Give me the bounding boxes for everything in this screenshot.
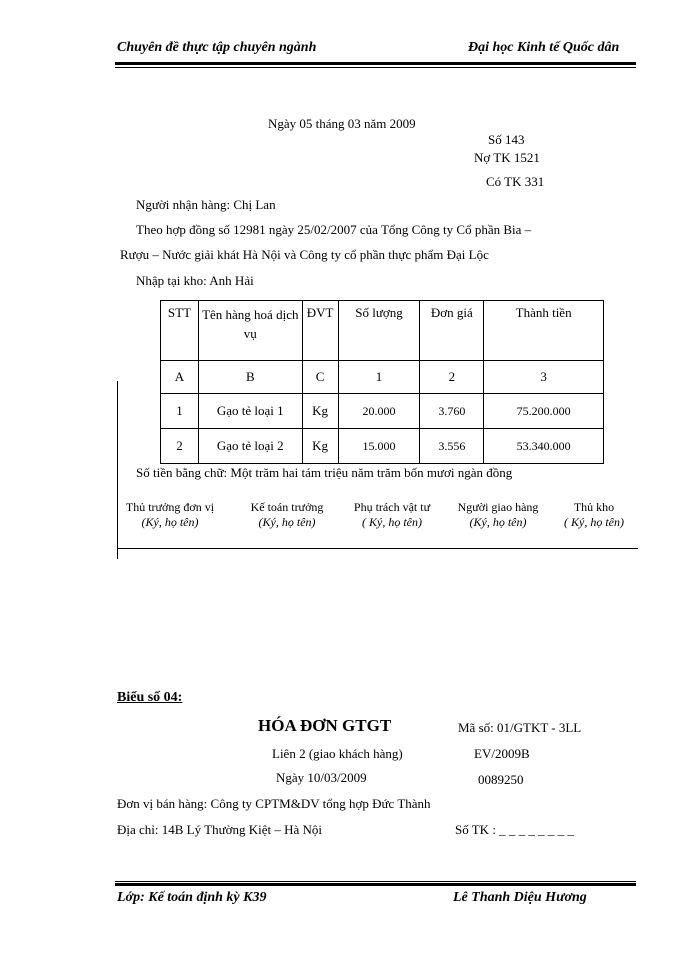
- form-label: Biểu số 04:: [117, 690, 183, 705]
- col-code: 3: [484, 361, 604, 394]
- signature-title: Phụ trách vật tư: [353, 500, 431, 514]
- table-cell: 15.000: [338, 429, 420, 464]
- footer-rule: [115, 883, 636, 886]
- table-cell: 2: [161, 429, 199, 464]
- col-header: Đơn giá: [420, 301, 484, 361]
- table-cell: Gạo tẻ loại 2: [198, 429, 302, 464]
- table-header-row: [161, 301, 604, 361]
- invoice-series: EV/2009B: [474, 746, 530, 761]
- amount-in-words: Số tiền bằng chữ: Một trăm hai tám triệu năm trăm bốn mươi ngàn đồng: [136, 465, 513, 480]
- signature-sub: (Ký, họ tên): [141, 515, 199, 529]
- seller-address: Địa chỉ: 14B Lý Thường Kiệt – Hà Nội: [117, 822, 323, 837]
- table-cell: Kg: [302, 429, 338, 464]
- signature-sub: (Ký, họ tên): [469, 515, 527, 529]
- footer-left: Lớp: Kế toán định kỳ K39: [117, 890, 267, 905]
- account-number: Số TK : _ _ _ _ _ _ _ _: [455, 822, 574, 837]
- signature-sub: ( Ký, họ tên): [564, 515, 624, 529]
- table-cell: 1: [161, 394, 199, 429]
- table-cell: 3.760: [420, 394, 484, 429]
- header-left: Chuyên đề thực tập chuyên ngành: [117, 40, 317, 55]
- signature-sub: (Ký, họ tên): [258, 515, 316, 529]
- signature-block: [232, 500, 342, 530]
- signature-title: Thủ kho: [573, 500, 615, 514]
- col-code: B: [198, 361, 302, 394]
- footer-rule-thin: [115, 881, 636, 882]
- table-cell: Kg: [302, 394, 338, 429]
- table-cell: Gạo tẻ loại 1: [198, 394, 302, 429]
- table-code-row: [161, 361, 604, 394]
- signature-title: Thủ trưởng đơn vị: [125, 500, 215, 514]
- table-cell: 75.200.000: [484, 394, 604, 429]
- footer-right: Lê Thanh Diệu Hương: [453, 890, 587, 905]
- header-rule-thin: [115, 67, 636, 68]
- table-cell: 3.556: [420, 429, 484, 464]
- contract-line-2: Rượu – Nước giải khát Hà Nội và Công ty cổ phần thực phẩm Đại Lộc: [120, 247, 489, 262]
- seller: Đơn vị bán hàng: Công ty CPTM&DV tổng hợp Đức Thành: [117, 796, 431, 811]
- signature-sub: ( Ký, họ tên): [362, 515, 422, 529]
- credit-account: Có TK 331: [486, 174, 545, 189]
- form-code: Mã số: 01/GTKT - 3LL: [458, 720, 582, 735]
- invoice-number: 0089250: [478, 772, 524, 787]
- table-row: [161, 429, 604, 464]
- col-header: STT: [161, 301, 199, 361]
- header-right: Đại học Kinh tế Quốc dân: [468, 40, 620, 55]
- col-header: Tên hàng hoá dịch vụ: [198, 301, 302, 361]
- signature-title: Người giao hàng: [457, 500, 539, 514]
- signature-block: [552, 500, 636, 530]
- receipt-date: Ngày 05 tháng 03 năm 2009: [268, 116, 416, 131]
- col-code: C: [302, 361, 338, 394]
- signature-block: [446, 500, 550, 530]
- col-code: 2: [420, 361, 484, 394]
- receiver: Người nhận hàng: Chị Lan: [136, 197, 276, 212]
- table-cell: 53.340.000: [484, 429, 604, 464]
- col-code: 1: [338, 361, 420, 394]
- invoice-copy: Liên 2 (giao khách hàng): [272, 746, 403, 761]
- table-cell: 20.000: [338, 394, 420, 429]
- receipt-number: Số 143: [488, 132, 525, 147]
- signature-block: [112, 500, 228, 530]
- header-rule: [115, 62, 636, 65]
- invoice-title: HÓA ĐƠN GTGT: [258, 716, 392, 735]
- invoice-date: Ngày 10/03/2009: [276, 770, 367, 785]
- col-code: A: [161, 361, 199, 394]
- table-row: [161, 394, 604, 429]
- col-header: ĐVT: [302, 301, 338, 361]
- warehouse: Nhập tại kho: Anh Hải: [136, 273, 254, 288]
- col-header: Thành tiền: [484, 301, 604, 361]
- contract-line-1: Theo hợp đồng số 12981 ngày 25/02/2007 của Tổng Công ty Cổ phần Bia –: [136, 222, 532, 237]
- receipt-bottom-rule: [117, 548, 638, 549]
- receipt-left-border: [117, 381, 118, 559]
- signature-title: Kế toán trưởng: [250, 500, 324, 514]
- debit-account: Nợ TK 1521: [474, 150, 540, 165]
- col-header: Số lượng: [338, 301, 420, 361]
- signature-block: [342, 500, 442, 530]
- goods-table: [160, 300, 604, 464]
